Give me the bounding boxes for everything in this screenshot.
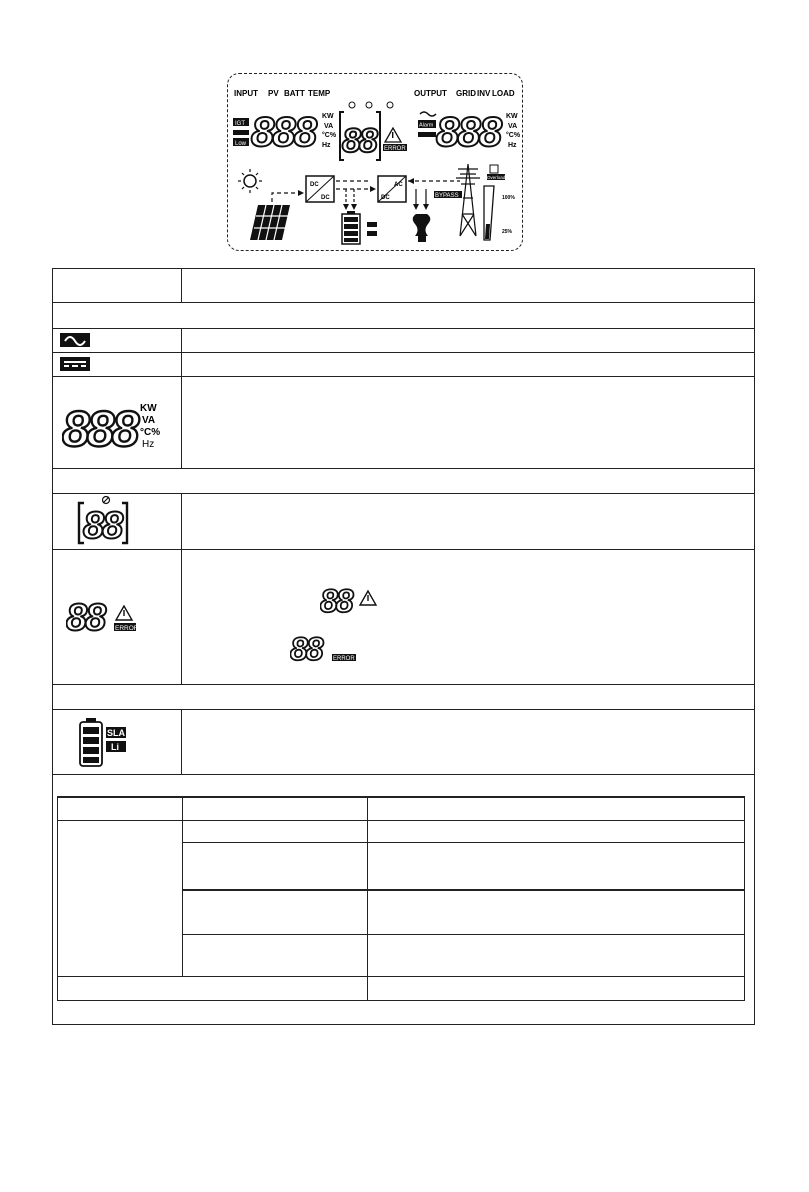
lcd-sun-icon (238, 169, 262, 193)
lcd-label-batt: BATT (284, 89, 305, 98)
lcd-left-unit-c: °C% (322, 132, 337, 139)
lcd-center-digits: 88 (342, 122, 376, 160)
seven-segment-display-icon (62, 398, 172, 459)
lcd-dcac-ac: AC (394, 182, 403, 188)
lcd-battery-icon (342, 211, 360, 244)
lcd-dcdc-top: DC (310, 182, 319, 188)
lcd-overload-label: Overload (487, 175, 506, 180)
lcd-error-label: ERROR (384, 146, 406, 152)
inline-error-digits: 88 (290, 633, 322, 665)
main-table (52, 268, 755, 1025)
lcd-label-output: OUTPUT (414, 89, 447, 98)
lcd-indicator-alarm: Alarm (419, 122, 434, 129)
lcd-left-unit-hz: Hz (322, 142, 331, 149)
error-code-label: ERROR (115, 625, 139, 632)
lcd-panel (227, 73, 523, 251)
lcd-solar-panel-icon (250, 205, 290, 240)
lcd-indicator-igt: IGT (235, 121, 245, 127)
lcd-indicator-low: Low (235, 141, 247, 147)
lcd-load-100: 100% (502, 195, 515, 201)
lcd-dcdc-bottom: DC (321, 195, 330, 201)
bracket-digits: 88 (83, 505, 122, 547)
lcd-dcac-dc: DC (381, 195, 390, 201)
display-unit-hz: Hz (142, 439, 155, 450)
display-digits: 888 (62, 401, 137, 454)
lcd-label-inv: INV (477, 89, 491, 98)
dc-icon (60, 357, 90, 376)
lcd-right-unit-hz: Hz (508, 142, 517, 149)
error-code-digits: 88 (66, 598, 105, 638)
lcd-grid-tower-icon (456, 164, 480, 236)
bracket-digits-icon (76, 495, 136, 554)
battery-li-label: Li (111, 742, 119, 752)
lcd-label-grid: GRID (456, 89, 476, 98)
lcd-load-25: 25% (502, 229, 513, 235)
inline-warning-digits: 88 (320, 585, 352, 617)
battery-sla-label: SLA (107, 728, 125, 738)
lcd-right-unit-c: °C% (506, 132, 521, 139)
lcd-left-digits: 888 (251, 108, 316, 155)
display-unit-c: °C% (140, 427, 161, 438)
lcd-left-unit-va: VA (324, 123, 334, 130)
inline-warning-example (320, 585, 382, 622)
ac-icon (60, 333, 90, 352)
battery-type-icon (78, 718, 140, 773)
lcd-load-bulb-icon (413, 214, 431, 242)
lcd-panel-graphic (228, 74, 522, 250)
error-code-icon (66, 598, 146, 643)
lcd-left-unit-kw: KW (322, 113, 334, 120)
lcd-right-unit-va: VA (508, 123, 518, 130)
lcd-right-digits: 888 (436, 108, 501, 155)
lcd-label-temp: TEMP (308, 89, 331, 98)
lcd-label-pv: PV (268, 89, 279, 98)
lcd-label-input: INPUT (234, 89, 258, 98)
lcd-label-load: LOAD (492, 89, 515, 98)
inline-error-label: ERROR (333, 656, 355, 662)
lcd-right-unit-kw: KW (506, 113, 518, 120)
display-unit-kw: KW (140, 403, 157, 414)
lcd-bypass-label: BYPASS (435, 193, 459, 199)
inline-error-example (290, 633, 362, 670)
display-unit-va: VA (142, 415, 156, 426)
